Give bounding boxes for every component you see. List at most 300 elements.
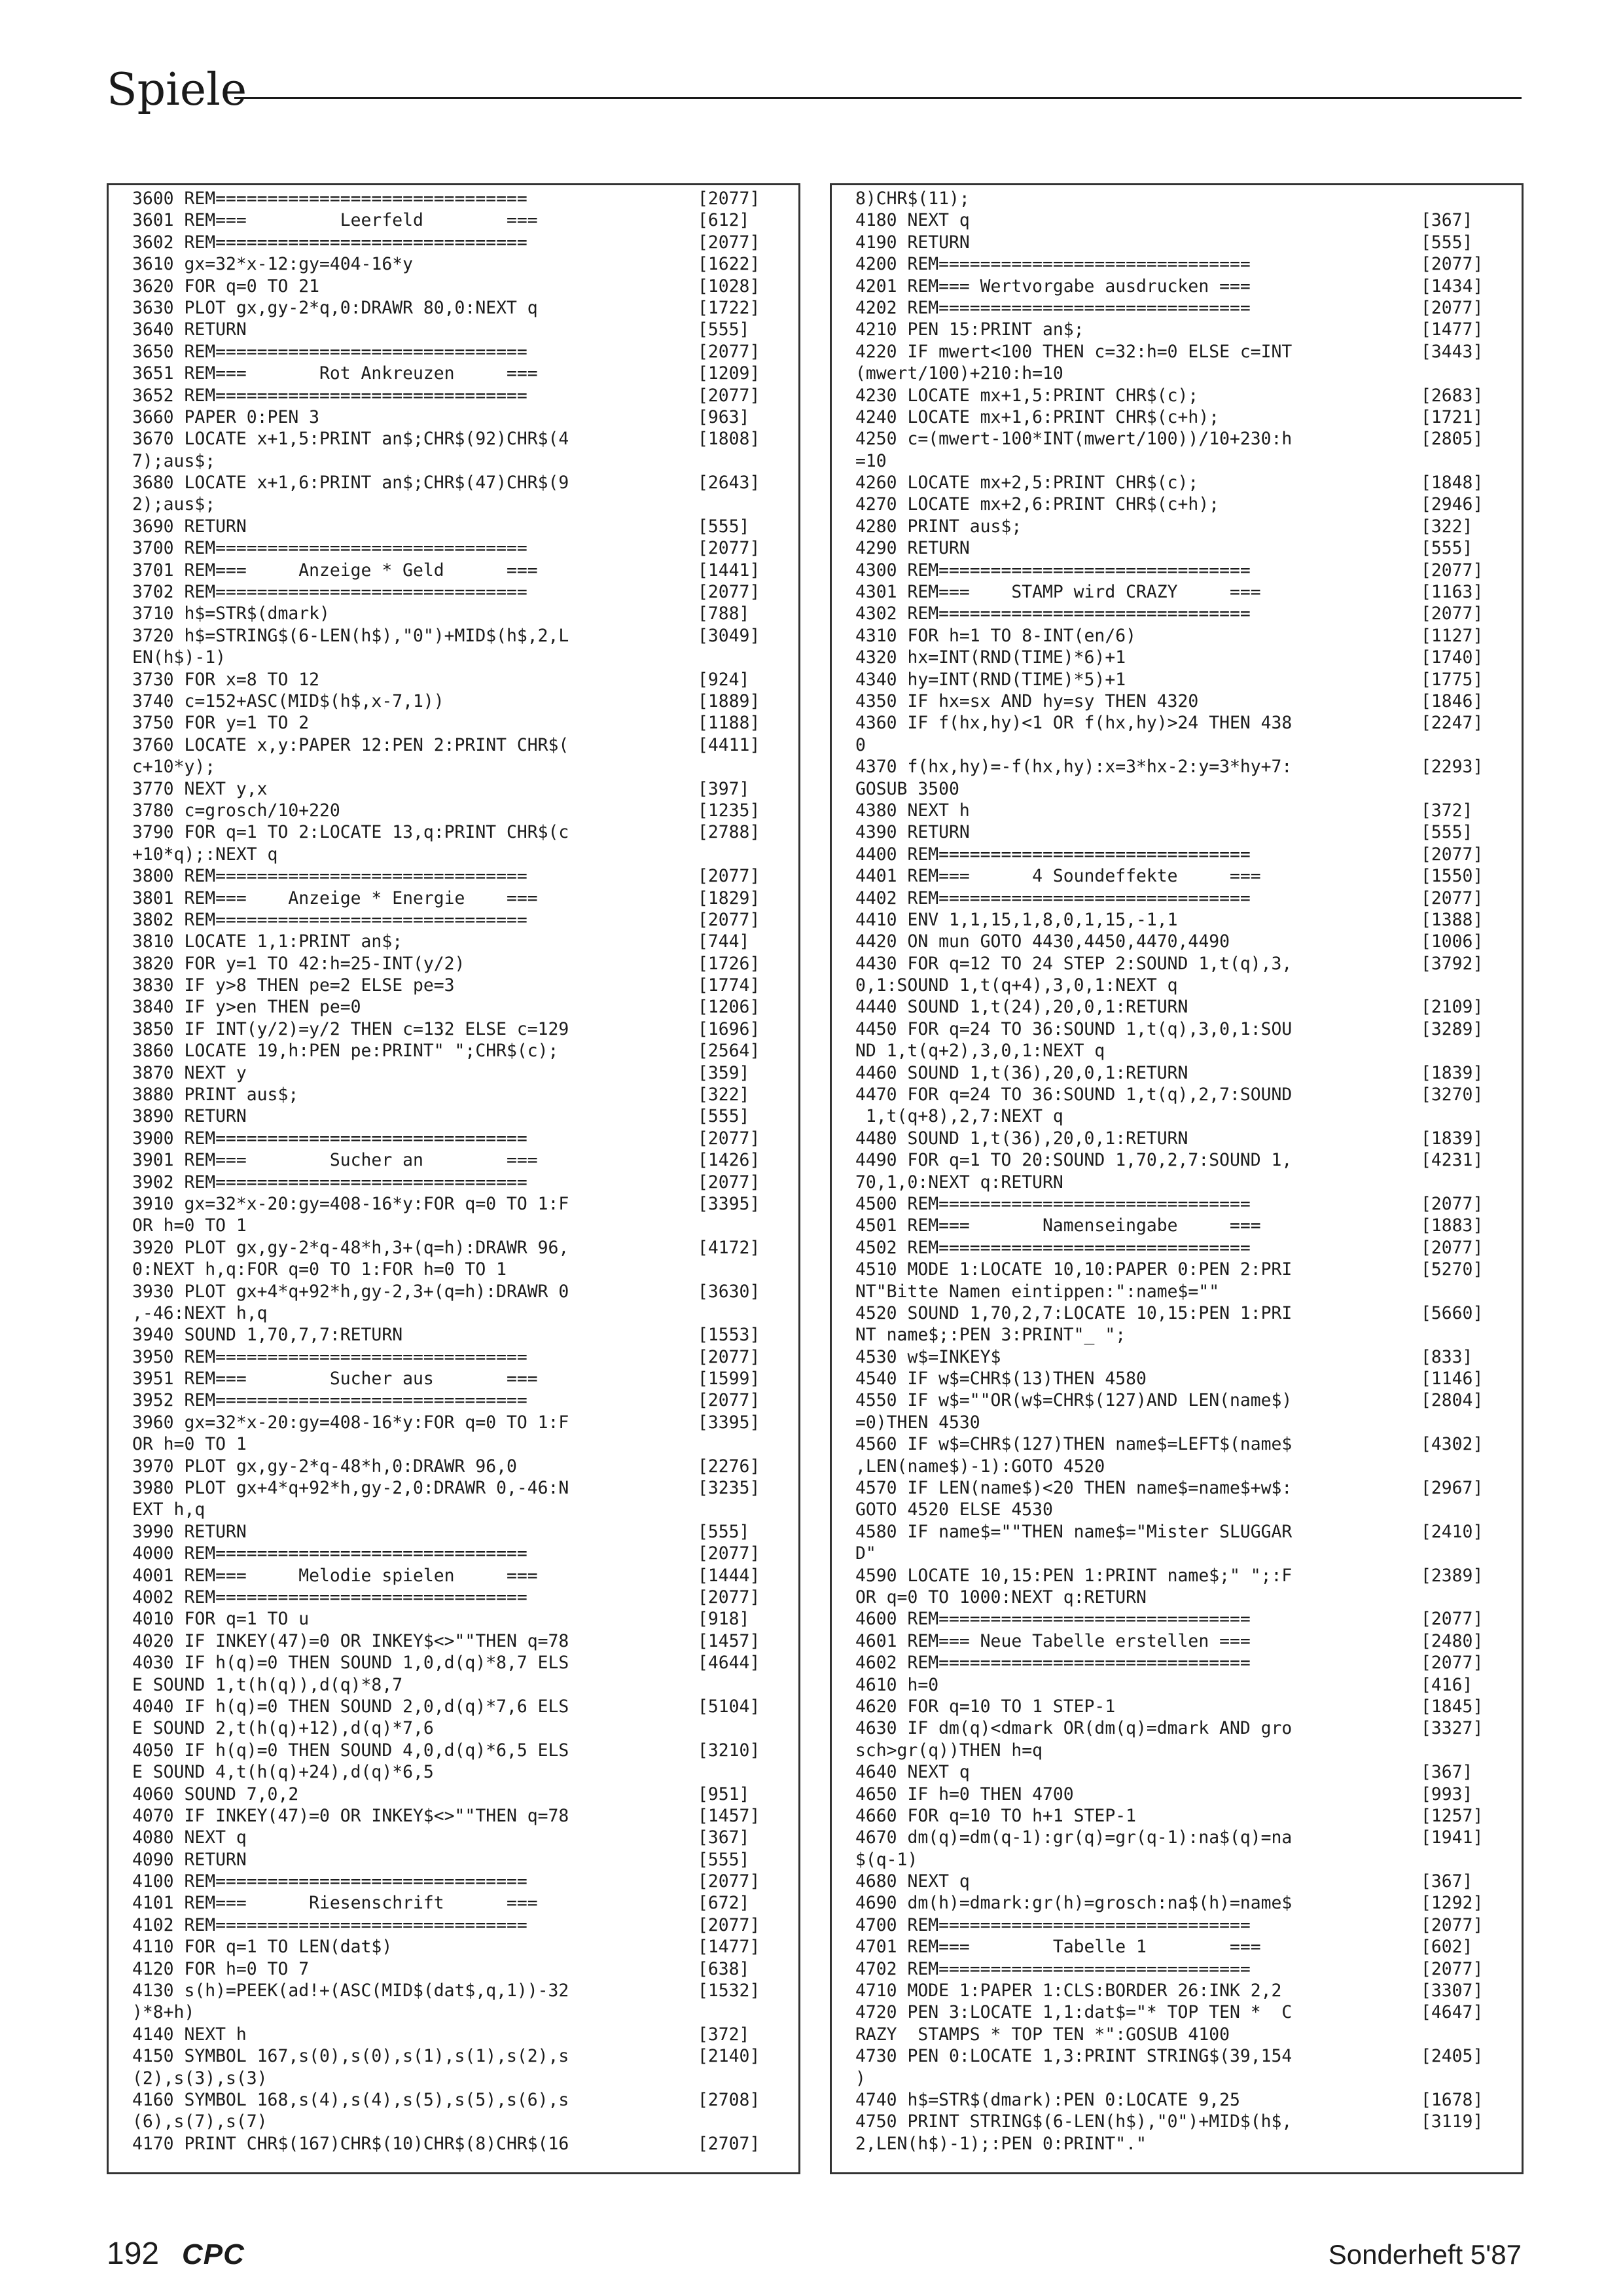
code-text: 4100 REM==============================	[132, 1871, 527, 1892]
checksum: [612]	[698, 210, 750, 231]
checksum: [1829]	[698, 888, 760, 908]
checksum: [2077]	[1421, 1609, 1484, 1630]
code-line	[132, 625, 793, 647]
code-line	[132, 1281, 793, 1302]
checksum: [367]	[698, 1827, 750, 1848]
code-line	[855, 1871, 1516, 1892]
checksum: [2077]	[698, 1543, 760, 1564]
code-text: ,-46:NEXT h,q	[132, 1302, 268, 1323]
code-text: 4040 IF h(q)=0 THEN SOUND 2,0,d(q)*7,6 ELS	[132, 1696, 569, 1717]
code-line	[855, 2001, 1516, 2023]
code-line	[132, 385, 793, 406]
code-line	[132, 996, 793, 1018]
checksum: [4644]	[698, 1653, 760, 1674]
checksum: [2077]	[698, 582, 760, 603]
code-text: 4710 MODE 1:PAPER 1:CLS:BORDER 26:INK 2,2	[855, 1981, 1282, 2001]
code-line	[855, 2089, 1516, 2111]
code-text: 4210 PEN 15:PRINT an$;	[855, 319, 1084, 340]
checksum: [2077]	[1421, 1914, 1484, 1935]
code-line	[132, 276, 793, 297]
checksum: [2707]	[698, 2133, 760, 2154]
code-text: 3810 LOCATE 1,1:PRINT an$;	[132, 931, 403, 952]
code-line	[855, 1062, 1516, 1084]
code-text: 3670 LOCATE x+1,5:PRINT an$;CHR$(92)CHR$(4	[132, 429, 569, 450]
code-text: 4601 REM=== Neue Tabelle erstellen ===	[855, 1630, 1251, 1651]
code-text: 4380 NEXT h	[855, 800, 970, 821]
checksum: [2077]	[1421, 560, 1484, 581]
checksum: [367]	[1421, 1871, 1473, 1892]
code-line	[855, 232, 1516, 253]
code-text: 4410 ENV 1,1,15,1,8,0,1,15,-1,1	[855, 909, 1178, 930]
code-text: OR h=0 TO 1	[132, 1215, 247, 1236]
code-text: 3830 IF y>8 THEN pe=2 ELSE pe=3	[132, 975, 455, 996]
code-line	[132, 778, 793, 800]
code-line	[855, 1499, 1516, 1520]
code-text: 4520 SOUND 1,70,2,7:LOCATE 10,15:PEN 1:PRI	[855, 1302, 1293, 1323]
checksum: [963]	[698, 406, 750, 427]
checksum: [1188]	[698, 713, 760, 734]
code-line	[855, 581, 1516, 603]
code-line	[855, 253, 1516, 275]
code-text: +10*q);:NEXT q	[132, 844, 278, 865]
code-line	[855, 844, 1516, 865]
code-text: 4560 IF w$=CHR$(127)THEN name$=LEFT$(name$	[855, 1434, 1293, 1455]
code-line	[855, 1630, 1516, 1652]
code-line	[132, 909, 793, 931]
checksum: [2077]	[698, 1346, 760, 1367]
code-line	[132, 428, 793, 450]
code-line	[132, 1412, 793, 1433]
code-line	[132, 1062, 793, 1084]
code-text: RAZY STAMPS * TOP TEN *":GOSUB 4100	[855, 2024, 1230, 2045]
checksum: [1127]	[1421, 625, 1484, 646]
checksum: [1941]	[1421, 1827, 1484, 1848]
code-line	[855, 516, 1516, 537]
code-text: (mwert/100)+210:h=10	[855, 363, 1063, 384]
checksum: [416]	[1421, 1674, 1473, 1695]
code-text: 4620 FOR q=10 TO 1 STEP-1	[855, 1696, 1116, 1717]
code-text: 4220 IF mwert<100 THEN c=32:h=0 ELSE c=INT	[855, 341, 1293, 362]
code-text: 3730 FOR x=8 TO 12	[132, 669, 319, 690]
checksum: [2247]	[1421, 713, 1484, 734]
code-line	[132, 1456, 793, 1477]
code-text: EN(h$)-1)	[132, 647, 226, 668]
code-line	[855, 1565, 1516, 1587]
code-text: 4130 s(h)=PEEK(ad!+(ASC(MID$(dat$,q,1))-32	[132, 1981, 569, 2001]
checksum: [1257]	[1421, 1805, 1484, 1826]
code-text: 4430 FOR q=12 TO 24 STEP 2:SOUND 1,t(q),3,	[855, 953, 1293, 974]
code-text: 4390 RETURN	[855, 822, 970, 843]
code-line	[132, 1805, 793, 1827]
code-text: 4590 LOCATE 10,15:PEN 1:PRINT name$;" ";:F	[855, 1565, 1293, 1586]
checksum: [367]	[1421, 210, 1473, 231]
code-line	[132, 975, 793, 996]
code-text: (6),s(7),s(7)	[132, 2111, 268, 2132]
code-text: 3850 IF INT(y/2)=y/2 THEN c=132 ELSE c=129	[132, 1018, 569, 1039]
code-text: 4202 REM==============================	[855, 297, 1251, 318]
checksum: [2643]	[698, 473, 760, 493]
code-line	[855, 1521, 1516, 1543]
code-text: 4470 FOR q=24 TO 36:SOUND 1,t(q),2,7:SOUND	[855, 1085, 1293, 1105]
code-text: 4200 REM==============================	[855, 254, 1251, 275]
checksum: [555]	[1421, 538, 1473, 559]
code-text: 4600 REM==============================	[855, 1609, 1251, 1630]
checksum: [2109]	[1421, 997, 1484, 1018]
code-line	[855, 472, 1516, 493]
checksum: [1441]	[698, 560, 760, 581]
code-line	[855, 1368, 1516, 1390]
checksum: [2077]	[698, 1914, 760, 1935]
code-line	[132, 232, 793, 253]
code-line	[855, 276, 1516, 297]
checksum: [555]	[698, 516, 750, 537]
code-text: 4080 NEXT q	[132, 1827, 247, 1848]
code-text: 4120 FOR h=0 TO 7	[132, 1958, 310, 1979]
checksum: [1434]	[1421, 276, 1484, 296]
code-text: NT"Bitte Namen eintippen:":name$=""	[855, 1281, 1220, 1302]
code-line	[855, 1149, 1516, 1171]
code-text: 4290 RETURN	[855, 538, 970, 559]
code-text: 3701 REM=== Anzeige * Geld ===	[132, 560, 538, 581]
code-text: 4250 c=(mwert-100*INT(mwert/100))/10+230:h	[855, 429, 1293, 450]
checksum: [322]	[1421, 516, 1473, 537]
checksum: [2077]	[698, 866, 760, 887]
checksum: [1206]	[698, 997, 760, 1018]
code-text: 3610 gx=32*x-12:gy=404-16*y	[132, 254, 413, 275]
checksum: [2077]	[1421, 1958, 1484, 1979]
code-line	[132, 1433, 793, 1455]
code-text: 4500 REM==============================	[855, 1193, 1251, 1214]
code-text: 4240 LOCATE mx+1,6:PRINT CHR$(c+h);	[855, 406, 1220, 427]
checksum: [2140]	[698, 2046, 760, 2067]
checksum: [1696]	[698, 1018, 760, 1039]
code-text: 3630 PLOT gx,gy-2*q,0:DRAWR 80,0:NEXT q	[132, 297, 538, 318]
code-text: 4490 FOR q=1 TO 20:SOUND 1,70,2,7:SOUND 1,	[855, 1150, 1293, 1171]
checksum: [1426]	[698, 1150, 760, 1171]
code-text: 4701 REM=== Tabelle 1 ===	[855, 1937, 1261, 1958]
code-text: 3640 RETURN	[132, 319, 247, 340]
checksum: [2077]	[698, 1390, 760, 1411]
checksum: [3289]	[1421, 1018, 1484, 1039]
checksum: [1839]	[1421, 1128, 1484, 1149]
code-text: 4640 NEXT q	[855, 1762, 970, 1783]
code-line	[132, 1477, 793, 1499]
code-line	[855, 428, 1516, 450]
code-text: 4550 IF w$=""OR(w$=CHR$(127)AND LEN(name$)	[855, 1390, 1293, 1411]
code-text: 2,LEN(h$)-1);:PEN 0:PRINT"."	[855, 2133, 1147, 2154]
checksum: [2564]	[698, 1041, 760, 1062]
code-line	[855, 1827, 1516, 1848]
checksum: [3049]	[698, 625, 760, 646]
code-text: 4660 FOR q=10 TO h+1 STEP-1	[855, 1805, 1136, 1826]
code-text: 3880 PRINT aus$;	[132, 1085, 299, 1105]
checksum: [3235]	[698, 1478, 760, 1499]
code-text: 4101 REM=== Riesenschrift ===	[132, 1893, 538, 1914]
checksum: [1146]	[1421, 1369, 1484, 1390]
code-line	[132, 1302, 793, 1324]
checksum: [1477]	[1421, 319, 1484, 340]
code-line	[132, 297, 793, 319]
code-text: 4090 RETURN	[132, 1849, 247, 1870]
code-text: E SOUND 4,t(h(q)+24),d(q)*6,5	[132, 1762, 434, 1783]
code-line	[132, 756, 793, 778]
checksum: [1599]	[698, 1369, 760, 1390]
checksum: [555]	[698, 1849, 750, 1870]
code-text: 4540 IF w$=CHR$(13)THEN 4580	[855, 1369, 1147, 1390]
code-text: 3870 NEXT y	[132, 1062, 247, 1083]
code-line	[855, 2133, 1516, 2155]
code-text: 4301 REM=== STAMP wird CRAZY ===	[855, 582, 1261, 603]
checksum: [2405]	[1421, 2046, 1484, 2067]
code-line	[132, 647, 793, 668]
checksum: [555]	[1421, 822, 1473, 843]
code-line	[132, 821, 793, 843]
code-line	[855, 1784, 1516, 1805]
checksum: [2077]	[1421, 254, 1484, 275]
checksum: [555]	[1421, 232, 1473, 253]
checksum: [1775]	[1421, 669, 1484, 690]
code-line	[132, 1521, 793, 1543]
checksum: [2077]	[1421, 1237, 1484, 1258]
code-line	[132, 734, 793, 756]
code-line	[132, 1172, 793, 1193]
code-text: 3802 REM==============================	[132, 909, 527, 930]
code-line	[132, 1390, 793, 1411]
code-text: 4300 REM==============================	[855, 560, 1251, 581]
code-text: 4002 REM==============================	[132, 1587, 527, 1607]
checksum: [555]	[698, 1106, 750, 1127]
code-text: =0)THEN 4530	[855, 1412, 980, 1433]
checksum: [322]	[698, 1085, 750, 1105]
code-text: 3920 PLOT gx,gy-2*q-48*h,3+(q=h):DRAWR 96,	[132, 1237, 569, 1258]
checksum: [555]	[698, 1521, 750, 1542]
code-line	[855, 1761, 1516, 1783]
code-line	[855, 2068, 1516, 2089]
checksum: [2077]	[698, 232, 760, 253]
code-line	[132, 1149, 793, 1171]
code-text: 3680 LOCATE x+1,6:PRINT an$;CHR$(47)CHR$(9	[132, 473, 569, 493]
code-line	[855, 297, 1516, 319]
code-text: 4630 IF dm(q)<dmark OR(dm(q)=dmark AND gro	[855, 1718, 1293, 1739]
checksum: [1292]	[1421, 1893, 1484, 1914]
checksum: [1722]	[698, 297, 760, 318]
code-line	[132, 1871, 793, 1892]
code-line	[855, 560, 1516, 581]
code-line	[855, 1587, 1516, 1608]
code-line	[855, 1652, 1516, 1674]
code-line	[132, 319, 793, 340]
code-text: GOTO 4520 ELSE 4530	[855, 1499, 1053, 1520]
code-line	[132, 363, 793, 384]
code-text: 4702 REM==============================	[855, 1958, 1251, 1979]
code-text: 4690 dm(h)=dmark:gr(h)=grosch:na$(h)=name$	[855, 1893, 1293, 1914]
code-text: ND 1,t(q+2),3,0,1:NEXT q	[855, 1041, 1105, 1062]
checksum: [1622]	[698, 254, 760, 275]
code-line	[855, 1696, 1516, 1717]
code-line	[132, 669, 793, 691]
code-line	[132, 1040, 793, 1062]
code-text: 4340 hy=INT(RND(TIME)*5)+1	[855, 669, 1126, 690]
checksum: [2804]	[1421, 1390, 1484, 1411]
code-line	[132, 1936, 793, 1958]
code-text: 4580 IF name$=""THEN name$="Mister SLUGGAR	[855, 1521, 1293, 1542]
code-text: 4150 SYMBOL 167,s(0),s(0),s(1),s(1),s(2),s	[132, 2046, 569, 2067]
checksum: [2077]	[1421, 888, 1484, 908]
code-line	[855, 1674, 1516, 1696]
code-text: 4302 REM==============================	[855, 603, 1251, 624]
checksum: [555]	[698, 319, 750, 340]
code-line	[855, 188, 1516, 209]
checksum: [1808]	[698, 429, 760, 450]
checksum: [359]	[698, 1062, 750, 1083]
checksum: [2389]	[1421, 1565, 1484, 1586]
code-line	[855, 1740, 1516, 1761]
code-line	[855, 1215, 1516, 1236]
code-text: 4260 LOCATE mx+2,5:PRINT CHR$(c);	[855, 473, 1199, 493]
checksum: [3327]	[1421, 1718, 1484, 1739]
code-text: 4401 REM=== 4 Soundeffekte ===	[855, 866, 1261, 887]
code-text: 4010 FOR q=1 TO u	[132, 1609, 310, 1630]
checksum: [2077]	[1421, 603, 1484, 624]
checksum: [2077]	[698, 188, 760, 209]
code-text: E SOUND 1,t(h(q)),d(q)*8,7	[132, 1674, 403, 1695]
code-line	[855, 1281, 1516, 1302]
code-text: 4440 SOUND 1,t(24),20,0,1:RETURN	[855, 997, 1188, 1018]
code-line	[855, 734, 1516, 756]
code-line	[855, 363, 1516, 384]
code-text: sch>gr(q))THEN h=q	[855, 1740, 1043, 1761]
code-text: 3710 h$=STR$(dmark)	[132, 603, 330, 624]
code-text: 4020 IF INKEY(47)=0 OR INKEY$<>""THEN q=78	[132, 1630, 569, 1651]
code-line	[132, 1914, 793, 1936]
checksum: [1444]	[698, 1565, 760, 1586]
code-text: 4270 LOCATE mx+2,6:PRINT CHR$(c+h);	[855, 494, 1220, 515]
code-line	[855, 996, 1516, 1018]
checksum: [638]	[698, 1958, 750, 1979]
code-text: 4050 IF h(q)=0 THEN SOUND 4,0,d(q)*6,5 ELS	[132, 1740, 569, 1761]
code-text: 2);aus$;	[132, 494, 216, 515]
code-text: 4110 FOR q=1 TO LEN(dat$)	[132, 1937, 393, 1958]
code-text: 3840 IF y>en THEN pe=0	[132, 997, 361, 1018]
code-listing	[855, 188, 1516, 2155]
checksum: [1028]	[698, 276, 760, 296]
code-text: 4280 PRINT aus$;	[855, 516, 1022, 537]
checksum: [1457]	[698, 1805, 760, 1826]
code-text: 4160 SYMBOL 168,s(4),s(4),s(5),s(5),s(6),s	[132, 2089, 569, 2110]
checksum: [1477]	[698, 1937, 760, 1958]
code-line	[132, 1587, 793, 1608]
checksum: [672]	[698, 1893, 750, 1914]
checksum: [2410]	[1421, 1521, 1484, 1542]
checksum: [2077]	[1421, 1653, 1484, 1674]
checksum: [2077]	[698, 1128, 760, 1149]
code-line	[855, 712, 1516, 734]
code-line	[132, 2068, 793, 2089]
code-text: 4070 IF INKEY(47)=0 OR INKEY$<>""THEN q=78	[132, 1805, 569, 1826]
code-line	[855, 1892, 1516, 1914]
checksum: [1774]	[698, 975, 760, 996]
code-text: 3602 REM==============================	[132, 232, 527, 253]
code-text: 4450 FOR q=24 TO 36:SOUND 1,t(q),3,0,1:SOU	[855, 1018, 1293, 1039]
code-text: 4320 hx=INT(RND(TIME)*6)+1	[855, 647, 1126, 668]
header-rule	[234, 97, 1522, 99]
checksum: [2276]	[698, 1456, 760, 1477]
code-text: 4190 RETURN	[855, 232, 970, 253]
code-line	[132, 188, 793, 209]
code-line	[855, 2045, 1516, 2067]
code-text: 4170 PRINT CHR$(167)CHR$(10)CHR$(8)CHR$(16	[132, 2133, 569, 2154]
code-line	[855, 1324, 1516, 1346]
listing-column-left	[107, 183, 800, 2174]
checksum: [4172]	[698, 1237, 760, 1258]
checksum: [1553]	[698, 1325, 760, 1346]
checksum: [5270]	[1421, 1259, 1484, 1280]
code-text: 3900 REM==============================	[132, 1128, 527, 1149]
checksum: [2077]	[698, 1587, 760, 1607]
code-text: OR h=0 TO 1	[132, 1434, 247, 1455]
checksum: [2683]	[1421, 385, 1484, 406]
checksum: [1839]	[1421, 1062, 1484, 1083]
checksum: [1457]	[698, 1630, 760, 1651]
code-text: 7);aus$;	[132, 450, 216, 471]
checksum: [4302]	[1421, 1434, 1484, 1455]
code-line	[132, 1674, 793, 1696]
code-line	[855, 1040, 1516, 1062]
code-text: 3902 REM==============================	[132, 1172, 527, 1193]
code-text: 4201 REM=== Wertvorgabe ausdrucken ===	[855, 276, 1251, 296]
code-line	[855, 1914, 1516, 1936]
code-text: 3702 REM==============================	[132, 582, 527, 603]
code-line	[855, 385, 1516, 406]
code-line	[855, 1193, 1516, 1215]
page-number: 192	[107, 2236, 160, 2271]
code-line	[855, 1237, 1516, 1259]
code-text: 3960 gx=32*x-20:gy=408-16*y:FOR q=0 TO 1:F	[132, 1412, 569, 1433]
code-line	[855, 406, 1516, 428]
code-text: =10	[855, 450, 887, 471]
code-text: E SOUND 2,t(h(q)+12),d(q)*7,6	[132, 1718, 434, 1739]
code-line	[132, 1237, 793, 1259]
code-line	[855, 625, 1516, 647]
code-line	[855, 865, 1516, 887]
code-line	[855, 1456, 1516, 1477]
checksum: [3443]	[1421, 341, 1484, 362]
code-line	[855, 2111, 1516, 2132]
code-text: 3952 REM==============================	[132, 1390, 527, 1411]
code-text: 3700 REM==============================	[132, 538, 527, 559]
code-line	[132, 1215, 793, 1236]
checksum: [1845]	[1421, 1696, 1484, 1717]
code-line	[855, 1608, 1516, 1630]
code-line	[132, 1259, 793, 1280]
code-line	[132, 1346, 793, 1368]
code-text: NT name$;:PEN 3:PRINT"_ ";	[855, 1325, 1126, 1346]
code-text: 4060 SOUND 7,0,2	[132, 1784, 299, 1804]
code-line	[132, 1849, 793, 1871]
code-text: 4140 NEXT h	[132, 2024, 247, 2045]
code-line	[132, 2089, 793, 2111]
checksum: [2805]	[1421, 429, 1484, 450]
code-text: 3760 LOCATE x,y:PAPER 12:PEN 2:PRINT CHR$(	[132, 734, 569, 755]
code-text: EXT h,q	[132, 1499, 205, 1520]
magazine-logo: CPC	[182, 2238, 245, 2270]
code-line	[132, 209, 793, 231]
code-text: c+10*y);	[132, 757, 216, 778]
checksum: [993]	[1421, 1784, 1473, 1804]
code-line	[855, 756, 1516, 778]
code-text: 0	[855, 734, 866, 755]
checksum: [1006]	[1421, 931, 1484, 952]
